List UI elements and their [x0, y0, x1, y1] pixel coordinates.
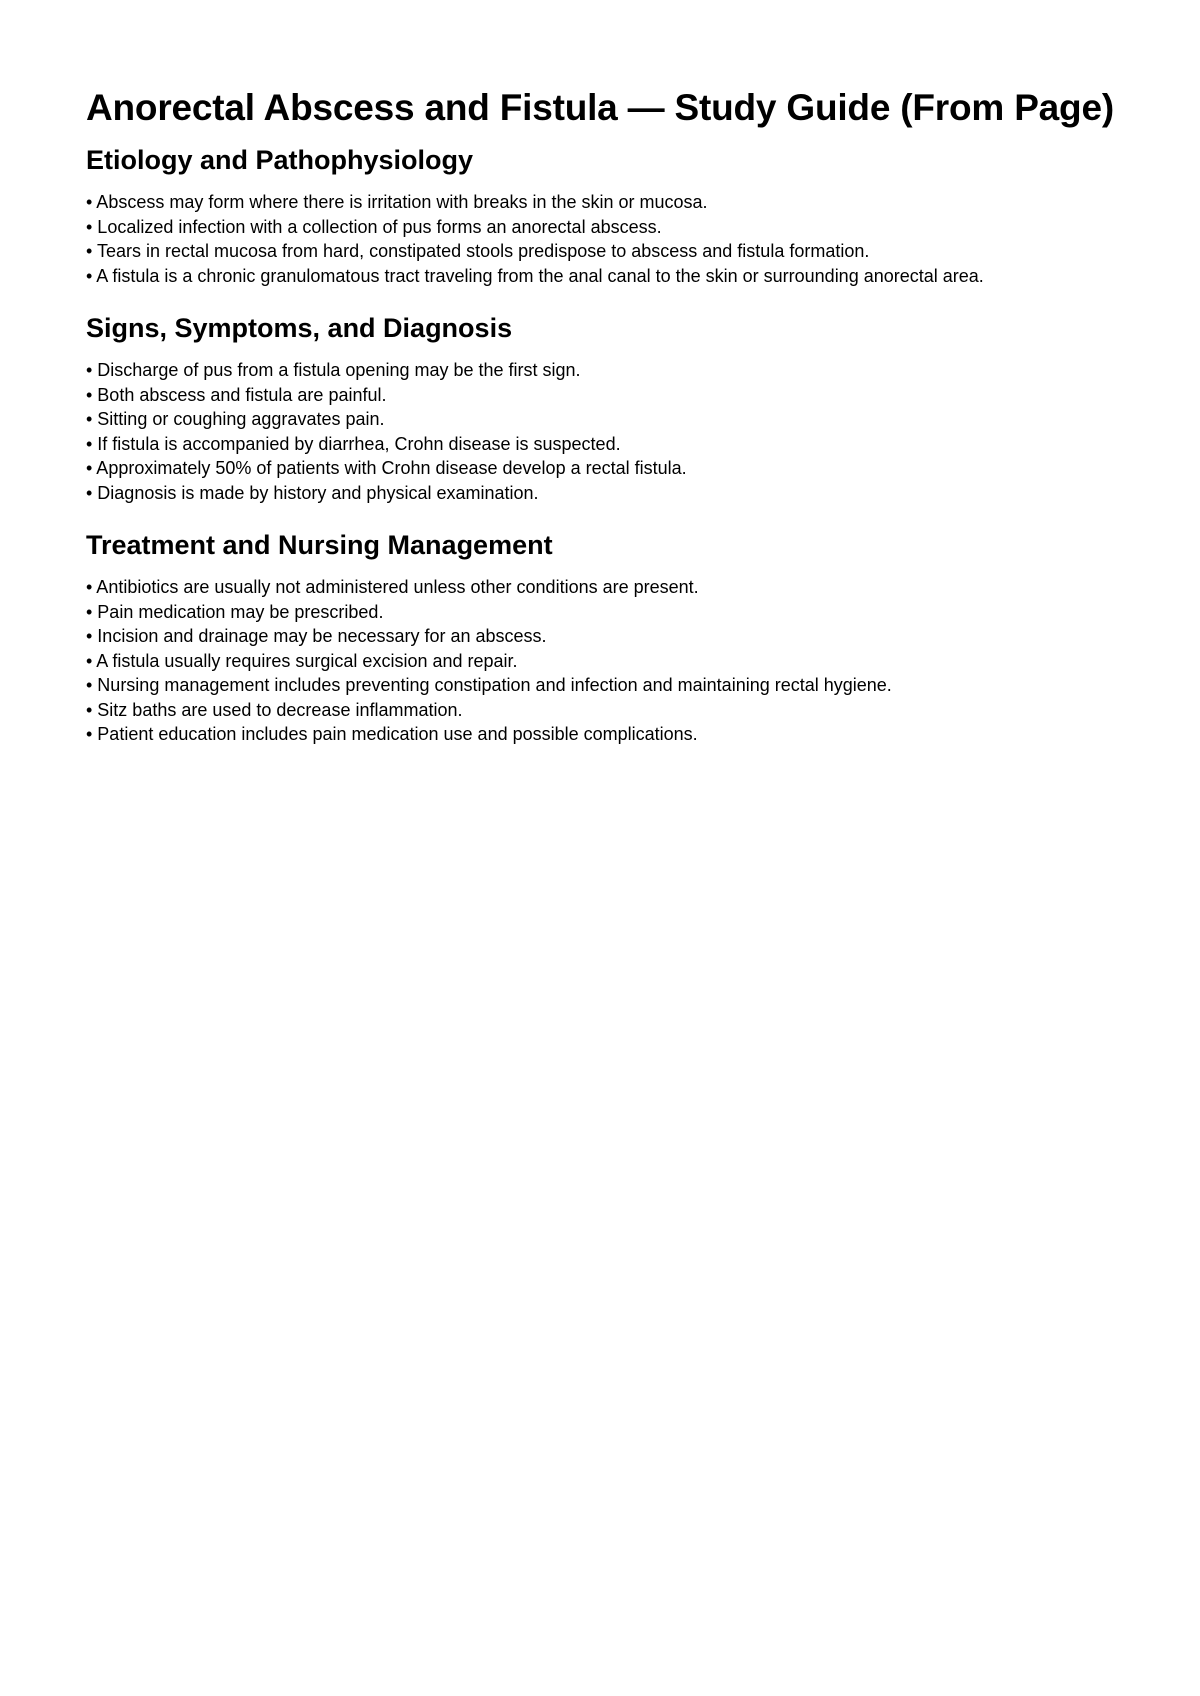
- bullet-list: [86, 575, 1146, 747]
- document-page: [86, 86, 1146, 747]
- bullet-item: • Tears in rectal mucosa from hard, constipated stools predispose to abscess and fistula formation.: [86, 241, 870, 261]
- bullet-item: • Incision and drainage may be necessary for an abscess.: [86, 626, 547, 646]
- bullet-list: [86, 190, 1146, 288]
- bullet-item: • Diagnosis is made by history and physical examination.: [86, 482, 539, 503]
- section-heading: Etiology and Pathophysiology: [86, 145, 474, 175]
- document-title: Anorectal Abscess and Fistula — Study Guide (From Page): [86, 87, 1114, 128]
- bullet-item: • Antibiotics are usually not administered unless other conditions are present.: [86, 577, 699, 597]
- section-treatment: [86, 529, 1146, 747]
- bullet-item: • Pain medication may be prescribed.: [86, 601, 384, 622]
- section-signs-symptoms: [86, 312, 1146, 505]
- bullet-list: [86, 358, 1146, 505]
- bullet-item: • Localized infection with a collection of pus forms an anorectal abscess.: [86, 216, 662, 237]
- bullet-item: • Approximately 50% of patients with Crohn disease develop a rectal fistula.: [86, 458, 687, 478]
- bullet-item: • Sitz baths are used to decrease inflammation.: [86, 699, 463, 720]
- bullet-item: • Nursing management includes preventing constipation and infection and maintaining rectal hygiene.: [86, 675, 892, 695]
- bullet-item: • Both abscess and fistula are painful.: [86, 384, 387, 405]
- bullet-item: • A fistula is a chronic granulomatous tract traveling from the anal canal to the skin or surrounding anorectal area.: [86, 265, 984, 286]
- bullet-item: • Abscess may form where there is irritation with breaks in the skin or mucosa.: [86, 192, 708, 212]
- bullet-item: • Discharge of pus from a fistula opening may be the first sign.: [86, 360, 581, 380]
- section-heading: Treatment and Nursing Management: [86, 530, 553, 560]
- bullet-item: • If fistula is accompanied by diarrhea, Crohn disease is suspected.: [86, 433, 621, 454]
- bullet-item: • Sitting or coughing aggravates pain.: [86, 409, 385, 429]
- section-etiology: [86, 144, 1146, 288]
- bullet-item: • Patient education includes pain medication use and possible complications.: [86, 724, 698, 744]
- bullet-item: • A fistula usually requires surgical excision and repair.: [86, 650, 518, 671]
- section-heading: Signs, Symptoms, and Diagnosis: [86, 313, 513, 343]
